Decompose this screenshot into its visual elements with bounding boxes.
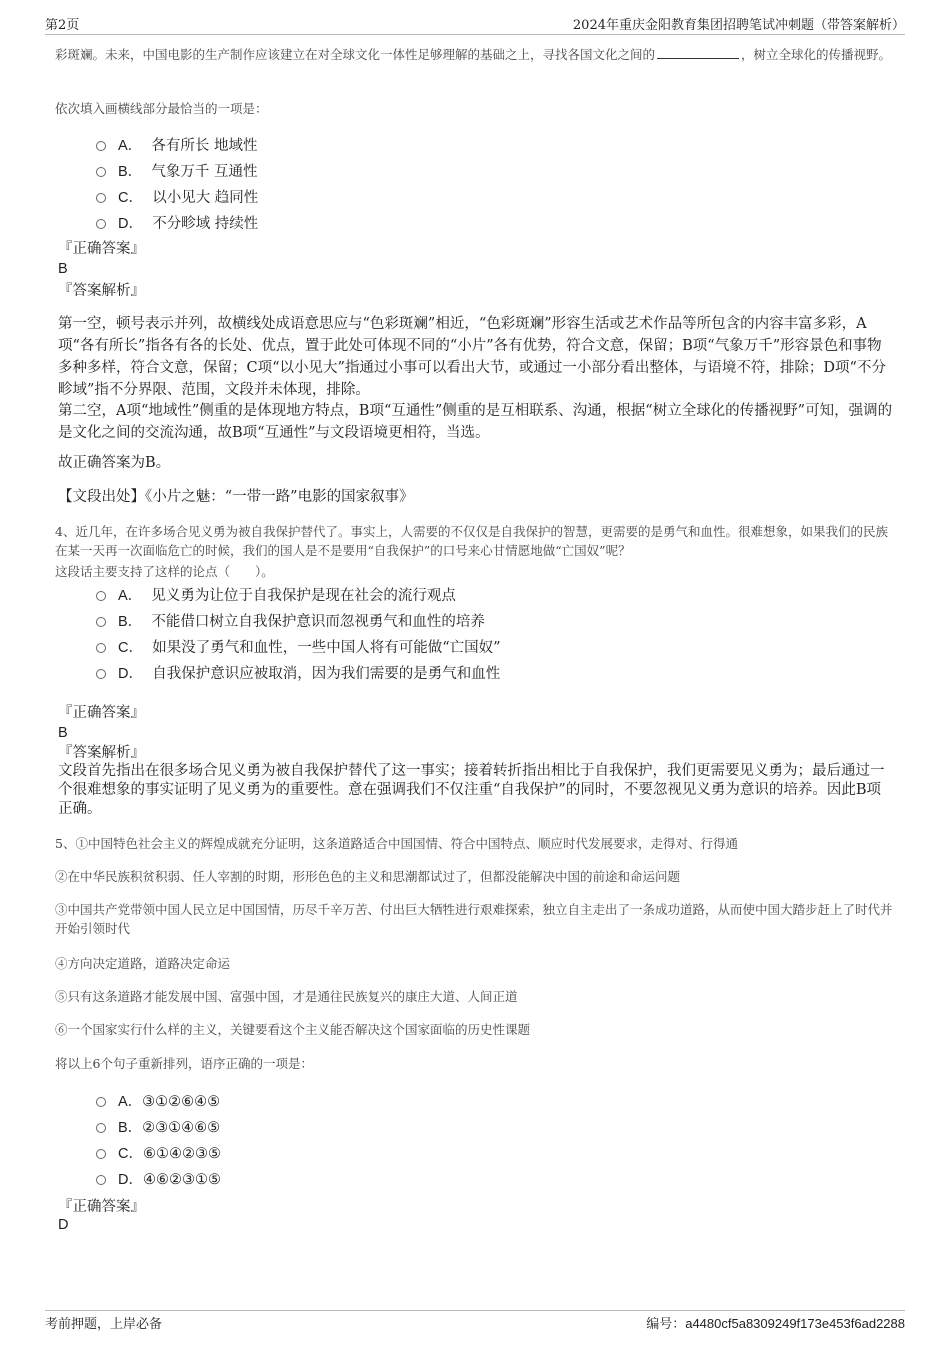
q5-option-a[interactable] [96, 1090, 220, 1111]
q5-sentence-1: 5、①中国特色社会主义的辉煌成就充分证明，这条道路适合中国国情、符合中国特点、顺应时代发展要求，走得对、行得通 [55, 836, 738, 851]
q4-answer-label: 『正确答案』 [58, 705, 145, 721]
option-text: 见义勇为让位于自我保护是现在社会的流行观点 [151, 588, 456, 604]
q5-option-b[interactable] [96, 1116, 220, 1137]
q4-prompt: 这段话主要支持了这样的论点（ ）。 [55, 564, 274, 579]
q3-answer-label: 『正确答案』 [58, 241, 145, 257]
option-letter: B． [118, 614, 143, 630]
q3-option-d[interactable] [96, 212, 258, 233]
option-letter: B． [118, 164, 143, 180]
radio-icon[interactable] [96, 1149, 106, 1159]
radio-icon[interactable] [96, 643, 106, 653]
radio-icon[interactable] [96, 669, 106, 679]
q3-intro-text-b: ，树立全球化的传播视野。 [741, 47, 892, 62]
radio-icon[interactable] [96, 1175, 106, 1185]
q3-answer: B [58, 261, 68, 277]
header-divider [45, 34, 905, 35]
option-letter: C． [118, 1146, 143, 1162]
q5-answer: D [58, 1217, 69, 1233]
option-text: 以小见大 趋同性 [152, 190, 259, 206]
option-letter: A． [118, 1094, 143, 1110]
q3-option-a[interactable] [96, 134, 258, 155]
option-letter: C． [118, 640, 143, 656]
option-letter: D． [118, 1172, 143, 1188]
footer-id [646, 1313, 905, 1332]
option-text: ⑥①④②③⑤ [142, 1146, 221, 1162]
q3-source: 【文段出处】《小片之魅：“一带一路”电影的国家叙事》 [58, 489, 414, 505]
footer-id-code: a4480cf5a8309249f173e453f6ad2288 [685, 1316, 905, 1331]
option-text: 自我保护意识应被取消，因为我们需要的是勇气和血性 [152, 666, 501, 682]
q5-option-d[interactable] [96, 1168, 221, 1189]
option-letter: B． [118, 1120, 143, 1136]
q3-option-b[interactable] [96, 160, 258, 181]
radio-icon[interactable] [96, 193, 106, 203]
q5-sentence-5: ⑤只有这条道路才能发展中国、富强中国，才是通往民族复兴的康庄大道、人间正道 [55, 989, 518, 1004]
radio-icon[interactable] [96, 141, 106, 151]
q4-analysis-label: 『答案解析』 [58, 745, 145, 761]
q3-analysis-para1: 第一空，顿号表示并列，故横线处成语意思应与“色彩斑斓”相近，“色彩斑斓”形容生活或艺术作品等所包含的内容丰富多彩，A项“各有所长”指各有各的长处、优点，置于此处可体现不同的“小片”各有优势，符合文意，保留；B项“气象万千”形容景色和事物多种多样，符合文意，保留；C项“以小见大”指通过小事可以看出大节，或通过一小部分看出整体，与语境不符，排除；D项“不分畛域”指不分界限、范围，文段并未体现，排除。 [58, 316, 886, 398]
footer-divider [45, 1310, 905, 1311]
option-text: 不分畛域 持续性 [152, 216, 259, 232]
q3-prompt: 依次填入画横线部分最恰当的一项是： [55, 101, 268, 116]
q3-conclusion: 故正确答案为B。 [58, 455, 171, 471]
option-text: ④⑥②③①⑤ [142, 1172, 221, 1188]
q5-sentence-4: ④方向决定道路，道路决定命运 [55, 956, 231, 971]
option-letter: C． [118, 190, 143, 206]
q5-sentence-6: ⑥一个国家实行什么样的主义，关键要看这个主义能否解决这个国家面临的历史性课题 [55, 1022, 531, 1037]
radio-icon[interactable] [96, 1097, 106, 1107]
option-text: 各有所长 地域性 [151, 138, 258, 154]
radio-icon[interactable] [96, 219, 106, 229]
q4-option-b[interactable] [96, 610, 485, 631]
option-letter: D． [118, 216, 143, 232]
fill-blank [657, 46, 739, 59]
q3-intro-text-a: 彩斑斓。未来，中国电影的生产制作应该建立在对全球文化一体性足够理解的基础之上，寻找各国文化之间的 [55, 47, 656, 62]
option-letter: D． [118, 666, 143, 682]
q4-option-c[interactable] [96, 636, 501, 657]
q5-option-c[interactable] [96, 1142, 221, 1163]
q5-answer-label: 『正确答案』 [58, 1199, 145, 1215]
q4-answer: B [58, 725, 68, 741]
option-text: 如果没了勇气和血性，一些中国人将有可能做“亡国奴” [152, 640, 501, 656]
footer-id-label: 编号： [646, 1317, 686, 1332]
radio-icon[interactable] [96, 591, 106, 601]
radio-icon[interactable] [96, 167, 106, 177]
q3-option-c[interactable] [96, 186, 258, 207]
footer-slogan: 考前押题，上岸必备 [45, 1317, 163, 1332]
option-letter: A． [118, 138, 143, 154]
option-text: 不能借口树立自我保护意识而忽视勇气和血性的培养 [151, 614, 485, 630]
radio-icon[interactable] [96, 617, 106, 627]
q4-stem: 4、近几年，在许多场合见义勇为被自我保护替代了。事实上，人需要的不仅仅是自我保护的智慧，更需要的是勇气和血性。很难想象，如果我们的民族在某一天再一次面临危亡的时候，我们的国人是不是要用“自我保护”的口号来心甘情愿地做“亡国奴”呢？ [55, 524, 888, 558]
document-title: 2024年重庆金阳教育集团招聘笔试冲刺题（带答案解析） [572, 18, 905, 33]
q5-prompt: 将以上6个句子重新排列，语序正确的一项是： [55, 1056, 313, 1071]
q4-analysis: 文段首先指出在很多场合见义勇为被自我保护替代了这一事实；接着转折指出相比于自我保护，我们更需要见义勇为；最后通过一个很难想象的事实证明了见义勇为的重要性。意在强调我们不仅注重“自我保护”的同时，不要忽视见义勇为意识的培养。因此B项正确。 [58, 763, 885, 817]
q5-sentence-2: ②在中华民族积贫积弱、任人宰割的时期，形形色色的主义和思潮都试过了，但都没能解决中国的前途和命运问题 [55, 869, 681, 884]
q4-option-d[interactable] [96, 662, 500, 683]
radio-icon[interactable] [96, 1123, 106, 1133]
option-letter: A． [118, 588, 143, 604]
option-text: 气象万千 互通性 [151, 164, 258, 180]
option-text: ③①②⑥④⑤ [142, 1094, 221, 1110]
q3-analysis-label: 『答案解析』 [58, 283, 145, 299]
q4-option-a[interactable] [96, 584, 456, 605]
page-number: 第2页 [45, 18, 80, 33]
q5-sentence-3: ③中国共产党带领中国人民立足中国国情，历尽千辛万苦、付出巨大牺牲进行艰难探索，独立自主走出了一条成功道路，从而使中国大踏步赶上了时代并开始引领时代 [55, 902, 893, 936]
q3-analysis-para2: 第二空，A项“地域性”侧重的是体现地方特点，B项“互通性”侧重的是互相联系、沟通，根据“树立全球化的传播视野”可知，强调的是文化之间的交流沟通，故B项“互通性”与文段语境更相符，当选。 [58, 403, 893, 441]
option-text: ②③①④⑥⑤ [142, 1120, 221, 1136]
q3-intro [55, 45, 895, 64]
